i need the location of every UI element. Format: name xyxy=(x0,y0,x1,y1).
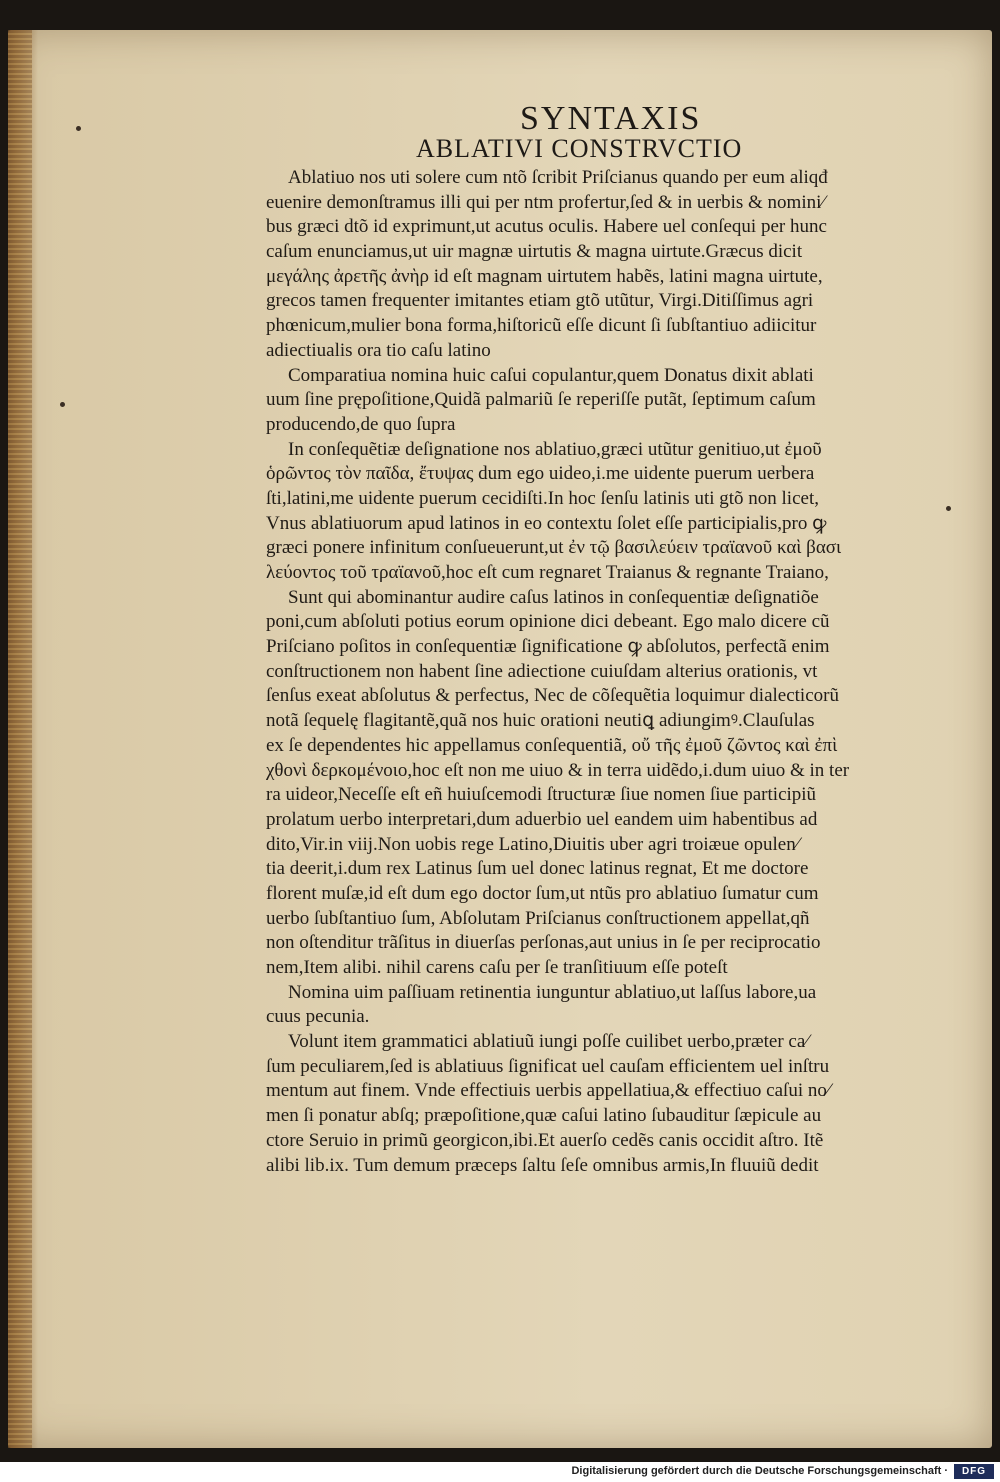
text-line: adiectiualis ora tio caſu latino xyxy=(266,339,491,361)
text-line: florent muſæ,id eſt dum ego doctor ſum,ut ntũs pro ablatiuo ſumatur cum xyxy=(266,882,819,904)
text-line: Volunt item grammatici ablatiuũ iungi poſſe cuilibet uerbo,præter ca⁄ xyxy=(288,1031,809,1053)
text-line: conſtructionem non habent ſine adiectione cuiuſdam alterius orationis, vt xyxy=(266,660,818,682)
page-fore-edge xyxy=(8,30,32,1448)
ink-speck xyxy=(60,402,65,407)
text-line: producendo,de quo ſupra xyxy=(266,413,456,435)
text-line: nem,Item alibi. nihil carens caſu per ſe tranſitiuum eſſe poteſt xyxy=(266,957,728,978)
text-line: χθονὶ δερκομένοιο,hoc eſt non me uiuo & in terra uidẽdo,i.dum uiuo & in ter xyxy=(266,759,850,781)
text-line: non oſtenditur trãſitus in diuerſas perſonas,aut unius in ſe per reciprocatio xyxy=(266,932,821,954)
text-line: phœnicum,mulier bona forma,hiſtoricũ eſſe dicunt ſi ſubſtantiuo adiicitur xyxy=(266,315,817,337)
text-line: ra uideor,Neceſſe eſt eñ huiuſcemodi ſtructuræ ſiue nomen ſiue participiũ xyxy=(266,784,817,806)
text-line: In conſequẽtiæ deſignatione nos ablatiuo,græci utũtur genitiuo,ut ἐμοῦ xyxy=(288,438,822,460)
text-line: poni,cum abſoluti potius eorum opinione dici debeant. Ego malo dicere cũ xyxy=(266,611,830,633)
text-line: ctore Seruio in primũ georgicon,ibi.Et auerſo cedẽs canis occidit aſtro. Itẽ xyxy=(266,1129,824,1151)
text-line: uum ſine prępoſitione,Quidã palmariũ ſe reperiſſe putãt, ſeptimum caſum xyxy=(266,389,816,411)
text-line: cuus pecunia. xyxy=(266,1006,370,1028)
text-line: λεύοντος τοῦ τραϊανοῦ,hoc eſt cum regnaret Traianus & regnante Traiano, xyxy=(266,562,829,583)
text-line: ſum peculiarem,ſed is ablatiuus ſignificat uel cauſam efficientem uel inſtru xyxy=(266,1055,830,1077)
text-line: græci ponere infinitum conſueuerunt,ut ἐν τῷ βασιλεύειν τραϊανοῦ καὶ βασι xyxy=(266,537,842,559)
text-line: Nomina uim paſſiuam retinentia iunguntur ablatiuo,ut laſſus labore,ua xyxy=(288,981,817,1003)
book-page xyxy=(8,30,992,1448)
text-line: Ablatiuo nos uti solere cum ntõ ſcribit Priſcianus quando per eum aliqđ xyxy=(288,167,828,188)
text-line: tia deerit,i.dum rex Latinus ſum uel donec latinus regnat, Et me doctore xyxy=(266,858,809,880)
text-line: bus græci dtõ id exprimunt,ut acutus oculis. Habere uel conſequi per hunc xyxy=(266,216,827,238)
text-line: ex ſe dependentes hic appellamus conſequentiã, οὔ τῆς ἐμοῦ ζῶντος καὶ ἐπὶ xyxy=(266,734,838,756)
text-line: men ſi ponatur abſq; præpoſitione,quæ caſui latino ſubauditur ſæpicule au xyxy=(266,1105,822,1127)
text-line: alibi lib.ix. Tum demum præceps ſaltu ſeſe omnibus armis,In fluuiũ dedit xyxy=(266,1154,819,1176)
text-line: Priſciano poſitos in conſequentiæ ſignificatione ꝙ abſolutos, perfectã enim xyxy=(266,636,830,658)
text-line: prolatum uerbo interpretari,dum aduerbio uel eandem uim habentibus ad xyxy=(266,808,818,830)
text-line: Sunt qui abominantur audire caſus latinos in conſequentiæ deſignatiõe xyxy=(288,586,819,608)
section-title: ABLATIVI CONSTRVCTIO xyxy=(416,134,743,163)
funding-credit: Digitalisierung gefördert durch die Deutsche Forschungsgemeinschaft · xyxy=(571,1465,948,1477)
text-line: grecos tamen frequenter imitantes etiam gtõ utũtur, Virgi.Ditiſſimus agri xyxy=(266,290,814,312)
dfg-logo: DFG xyxy=(954,1464,994,1479)
body-text xyxy=(266,166,982,1178)
text-line: ſti,latini,me uidente puerum cecidiſti.In hoc ſenſu latinis uti gtõ non licet, xyxy=(266,487,819,509)
text-line: euenire demonſtramus illi qui per ntm profertur,ſed & in uerbis & nomini⁄ xyxy=(266,191,825,213)
ink-speck xyxy=(76,126,81,131)
text-line: Vnus ablatiuorum apud latinos in eo contextu ſolet eſſe participialis,pro ꝙ xyxy=(266,512,827,534)
text-line: Comparatiua nomina huic caſui copulantur,quem Donatus dixit ablati xyxy=(288,364,814,386)
text-line: dito,Vir.in viij.Non uobis rege Latino,Diuitis uber agri troiæue opulen⁄ xyxy=(266,833,799,855)
text-line: notã ſequelę flagitantẽ,quã nos huic orationi neutiꝗ adiungimꝰ.Clauſulas xyxy=(266,710,815,732)
text-line: μεγάλης ἀρετῆς ἀνὴρ id eſt magnam uirtutem habẽs, latini magna uirtute, xyxy=(266,265,823,287)
text-line: caſum enunciamus,ut uir magnæ uirtutis & magna uirtute.Græcus dicit xyxy=(266,241,803,263)
text-line: ὁρῶντος τὸν παῖδα, ἔτυψας dum ego uideo,i.me uidente puerum uerbera xyxy=(266,463,815,485)
text-line: ſenſus exeat abſolutus & perfectus, Nec de cõſequẽtia loquimur dialecticorũ xyxy=(266,685,839,707)
text-line: uerbo ſubſtantiuo ſum, Abſolutam Priſcianus conſtructionem appellat,qñ xyxy=(266,907,810,929)
text-line: mentum aut finem. Vnde effectiuis uerbis appellatiua,& effectiuo caſui no⁄ xyxy=(266,1080,831,1102)
running-head: SYNTAXIS xyxy=(520,100,702,137)
footer-bar xyxy=(0,1462,1000,1482)
